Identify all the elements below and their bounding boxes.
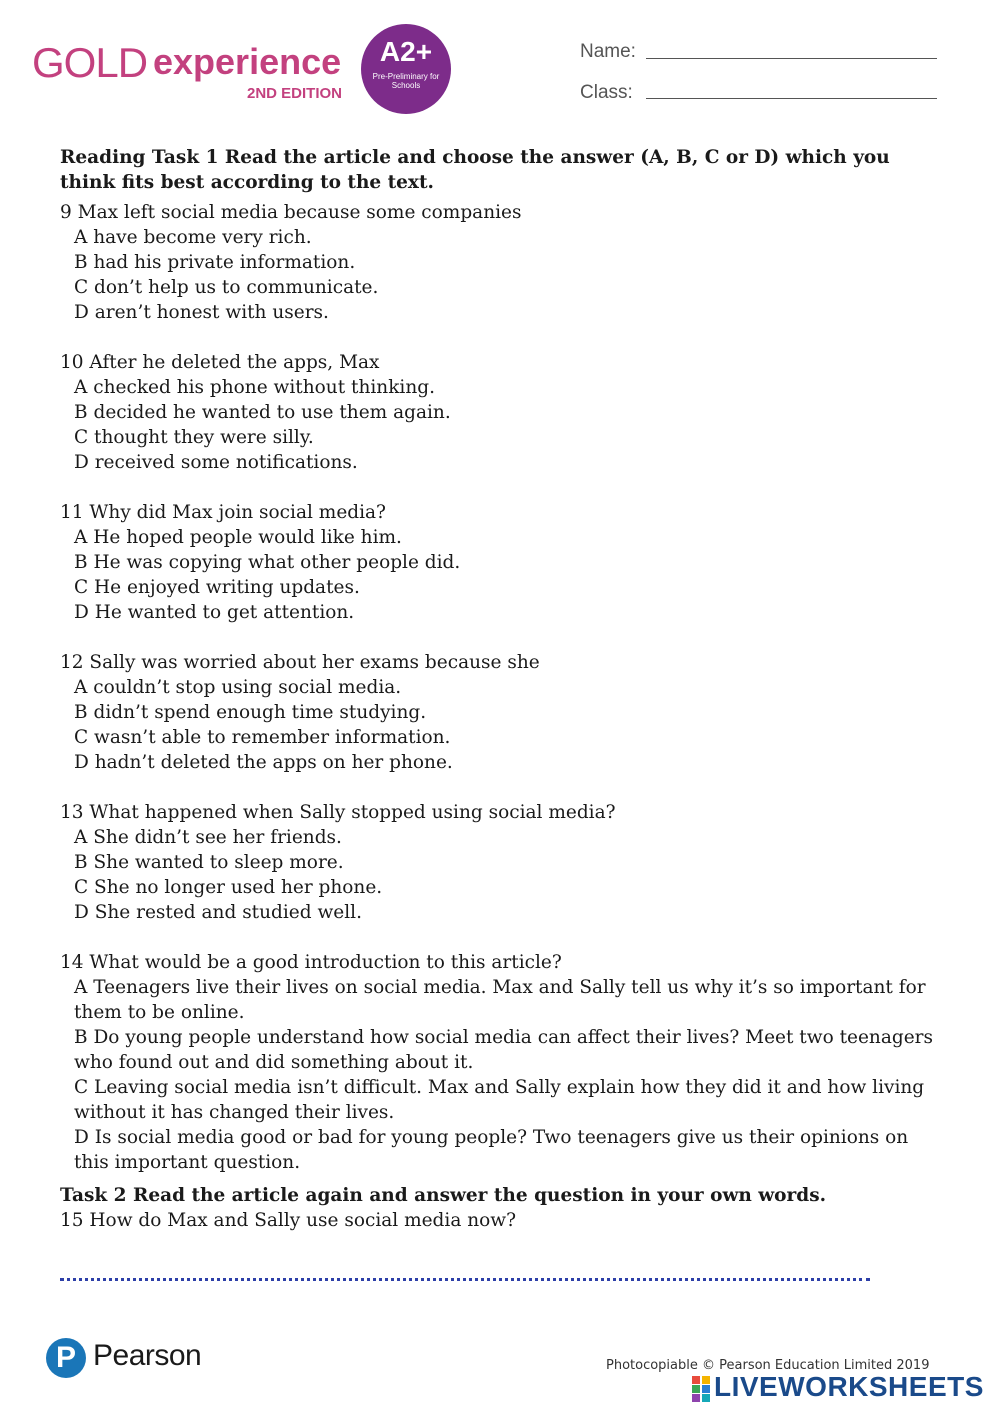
question-9 [60,200,940,325]
level-badge-subtitle: Pre-Preliminary for Schools [372,72,440,91]
answer-option[interactable]: B She wanted to sleep more. [74,852,344,873]
answer-option[interactable]: C thought they were silly. [74,427,314,448]
answer-option[interactable]: C don’t help us to communicate. [74,277,379,298]
question-14 [60,950,940,1175]
pearson-logo-icon: P [46,1338,86,1378]
question-stem: 11 Why did Max join social media? [60,502,386,523]
class-label: Class: [580,82,633,103]
answer-option[interactable]: D aren’t honest with users. [74,302,329,323]
answer-line-15[interactable] [60,1278,870,1281]
answer-option[interactable]: B Do young people understand how social media can affect their lives? Meet two teenagers who found out and did something about it. [74,1027,934,1073]
name-label: Name: [580,41,636,62]
question-10 [60,350,940,475]
task2-heading: Task 2 Read the article again and answer the question in your own words. [60,1185,827,1206]
question-13 [60,800,940,925]
class-field[interactable] [646,98,937,99]
worksheet-body [60,145,940,1233]
name-field[interactable] [646,58,937,59]
pearson-wordmark: Pearson [93,1339,202,1372]
task1-heading: Reading Task 1 Read the article and choose the answer (A, B, C or D) which you think fits best according to the text. [60,147,890,193]
answer-option[interactable]: B decided he wanted to use them again. [74,402,451,423]
question-11 [60,500,940,625]
brand-gold: GOLD [32,39,148,86]
brand-experience: experience [153,41,342,82]
question-stem: 10 After he deleted the apps, Max [60,352,380,373]
answer-option[interactable]: C wasn’t able to remember information. [74,727,451,748]
answer-option[interactable]: B didn’t spend enough time studying. [74,702,427,723]
answer-option[interactable]: D He wanted to get attention. [74,602,355,623]
question-stem: 13 What happened when Sally stopped using social media? [60,802,616,823]
question-stem: 12 Sally was worried about her exams because she [60,652,540,673]
liveworksheets-wordmark[interactable]: LIVEWORKSHEETS [714,1371,984,1402]
answer-option[interactable]: C She no longer used her phone. [74,877,383,898]
answer-option[interactable]: A Teenagers live their lives on social media. Max and Sally tell us why it’s so important for them to be online. [74,977,926,1023]
question-stem: 9 Max left social media because some companies [60,202,522,223]
answer-option[interactable]: A She didn’t see her friends. [74,827,342,848]
copyright-notice: Photocopiable © Pearson Education Limited 2019 [606,1358,930,1373]
answer-option[interactable]: D She rested and studied well. [74,902,362,923]
question-15-stem: 15 How do Max and Sally use social media now? [60,1210,517,1231]
question-stem: 14 What would be a good introduction to this article? [60,952,562,973]
answer-option[interactable]: A checked his phone without thinking. [74,377,435,398]
answer-option[interactable]: B had his private information. [74,252,356,273]
liveworksheets-logo-icon [692,1376,710,1402]
answer-option[interactable]: D received some notifications. [74,452,358,473]
answer-option[interactable]: D Is social media good or bad for young people? Two teenagers give us their opinions on this important question. [74,1127,909,1173]
answer-option[interactable]: A couldn’t stop using social media. [74,677,402,698]
level-badge [361,24,451,114]
answer-option[interactable]: A have become very rich. [74,227,312,248]
level-badge-text: A2+ [379,36,433,67]
question-12 [60,650,940,775]
edition-label: 2ND EDITION [247,85,343,102]
answer-option[interactable]: C Leaving social media isn’t difficult. Max and Sally explain how they did it and how living without it has changed their lives. [74,1077,925,1123]
answer-option[interactable]: B He was copying what other people did. [74,552,461,573]
answer-option[interactable]: A He hoped people would like him. [74,527,402,548]
answer-option[interactable]: C He enjoyed writing updates. [74,577,360,598]
answer-option[interactable]: D hadn’t deleted the apps on her phone. [74,752,453,773]
